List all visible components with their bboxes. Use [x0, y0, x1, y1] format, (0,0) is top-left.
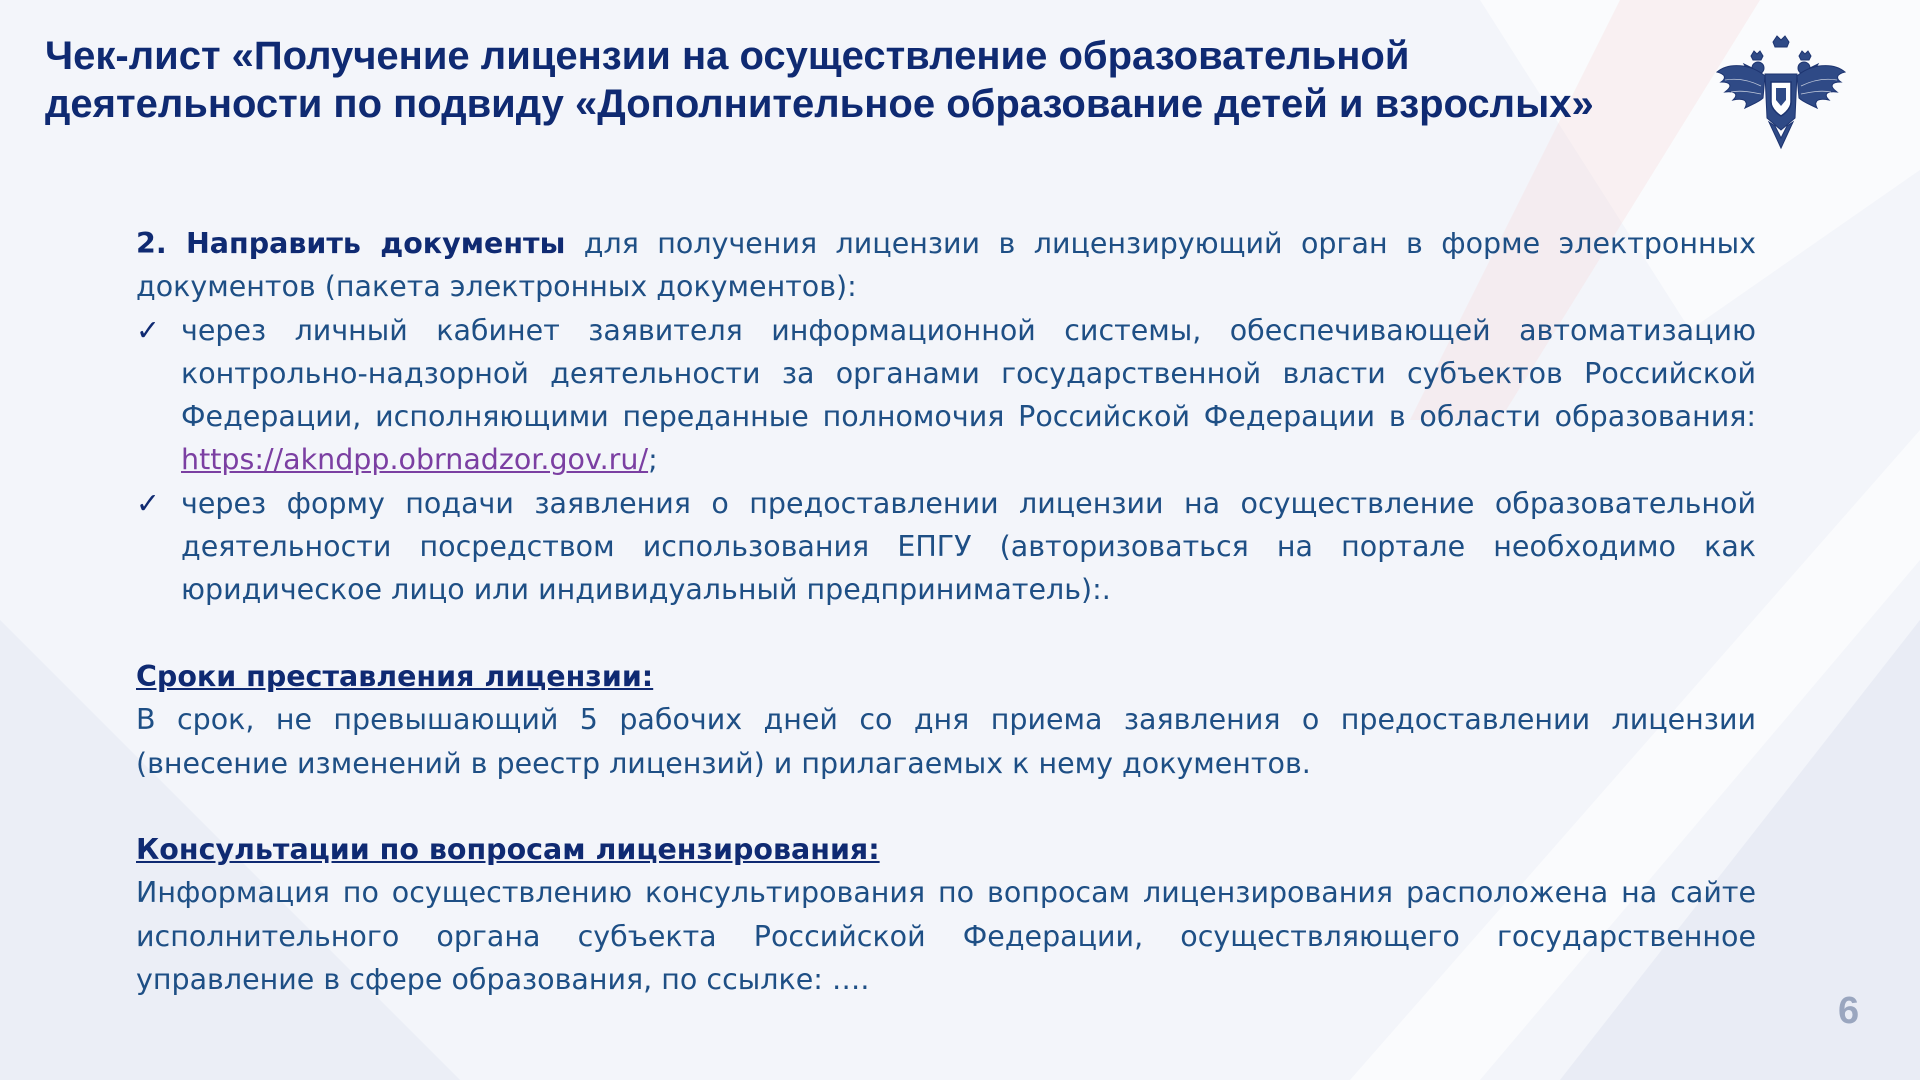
bullet-1-tail: ;	[648, 443, 658, 477]
bullet-2-text: через форму подачи заявления о предоставлении лицензии на осуществление образовательной деятельности посредством использования ЕПГУ (авторизоваться на портале необходимо как юридическое лицо или индивидуальный предприниматель):.	[181, 486, 1756, 607]
consultation-text: Информация по осуществлению консультирования по вопросам лицензирования расположена на сайте исполнительного органа субъекта Российской Федерации, осуществляющего государственное управление в сфере образования, по ссылке: ….	[136, 876, 1756, 997]
slide-title	[45, 32, 1685, 128]
step-2-paragraph	[136, 222, 1756, 309]
spacer	[136, 785, 1756, 828]
check-icon: ✓	[136, 486, 160, 520]
submission-methods-list	[136, 309, 1756, 612]
slide-title-line-2: деятельности по подвиду «Дополнительное образование детей и взрослых»	[45, 82, 1594, 126]
akndpp-link[interactable]: https://akndpp.obrnadzor.gov.ru/	[181, 443, 649, 477]
list-item	[136, 309, 1756, 482]
step-2-lead: 2. Направить документы	[136, 227, 566, 260]
spacer	[136, 612, 1756, 655]
consultation-heading: Консультации по вопросам лицензирования:	[136, 833, 880, 867]
content-body	[136, 222, 1756, 1001]
bullet-1-text: через личный кабинет заявителя информационной системы, обеспечивающей автоматизацию контрольно-надзорной деятельности за органами государственной власти субъектов Российской Федерации, исполняющими переданные полномочия Российской Федерации в области образования:	[181, 313, 1756, 434]
step-2-text: для получения лицензии в лицензирующий орган в форме электронных документов (пакета электронных документов):	[136, 227, 1756, 304]
license-terms-heading: Сроки преставления лицензии:	[136, 659, 654, 693]
double-headed-eagle-emblem-icon	[1713, 34, 1848, 152]
list-item	[136, 482, 1756, 612]
page-number: 6	[1838, 990, 1860, 1032]
check-icon: ✓	[136, 313, 160, 347]
slide-title-line-1: Чек-лист «Получение лицензии на осуществление образовательной	[45, 34, 1410, 78]
license-terms-text: В срок, не превышающий 5 рабочих дней со дня приема заявления о предоставлении лицензии (внесение изменений в реестр лицензий) и прилагаемых к нему документов.	[136, 703, 1756, 780]
